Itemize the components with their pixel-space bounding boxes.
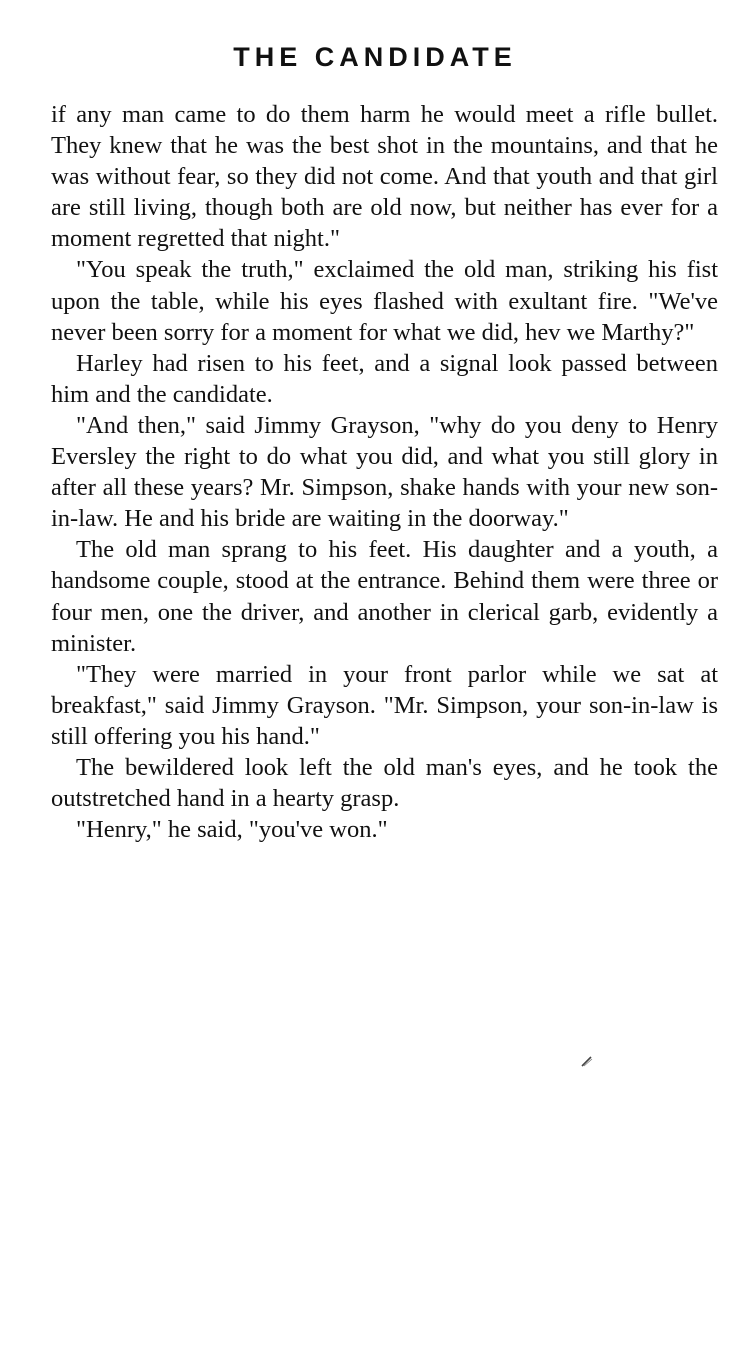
- paragraph: "They were married in your front parlor while we sat at breakfast," said Jimmy Grayson. "Mr. Simpson, your son-in-law is still offering you his hand.": [51, 660, 718, 750]
- paragraph: The old man sprang to his feet. His daughter and a youth, a handsome couple, stood at the entrance. Behind them were three or four men, one the driver, and another in clerical garb, evidently a minister.: [51, 536, 718, 657]
- running-head: THE CANDIDATE: [233, 42, 517, 72]
- paragraph-continuation: if any man came to do them harm he would meet a rifle bullet. They knew that he was the best shot in the mountains, and that he was without fear, so they did not come. And that youth and that girl are still living, though both are old now, but neither has ever for a moment regretted that night.": [51, 101, 718, 253]
- paragraph-final: "Henry," he said, "you've won.": [76, 816, 388, 844]
- paragraph: "You speak the truth," exclaimed the old man, striking his fist upon the table, while his eyes flashed with exultant fire. "We've never been sorry for a moment for what we did, hev we Marthy?": [51, 256, 718, 346]
- body-text: [51, 99, 718, 845]
- ink-speck: [580, 1054, 594, 1068]
- paragraph: "And then," said Jimmy Grayson, "why do you deny to Henry Eversley the right to do what you did, and what you still glory in after all these years? Mr. Simpson, shake hands with your new son-in-law. He and his bride are waiting in the doorway.": [51, 411, 718, 533]
- paragraph: Harley had risen to his feet, and a signal look passed between him and the candidate.: [51, 349, 718, 408]
- paragraph: The bewildered look left the old man's eyes, and he took the outstretched hand in a hearty grasp.: [51, 753, 718, 813]
